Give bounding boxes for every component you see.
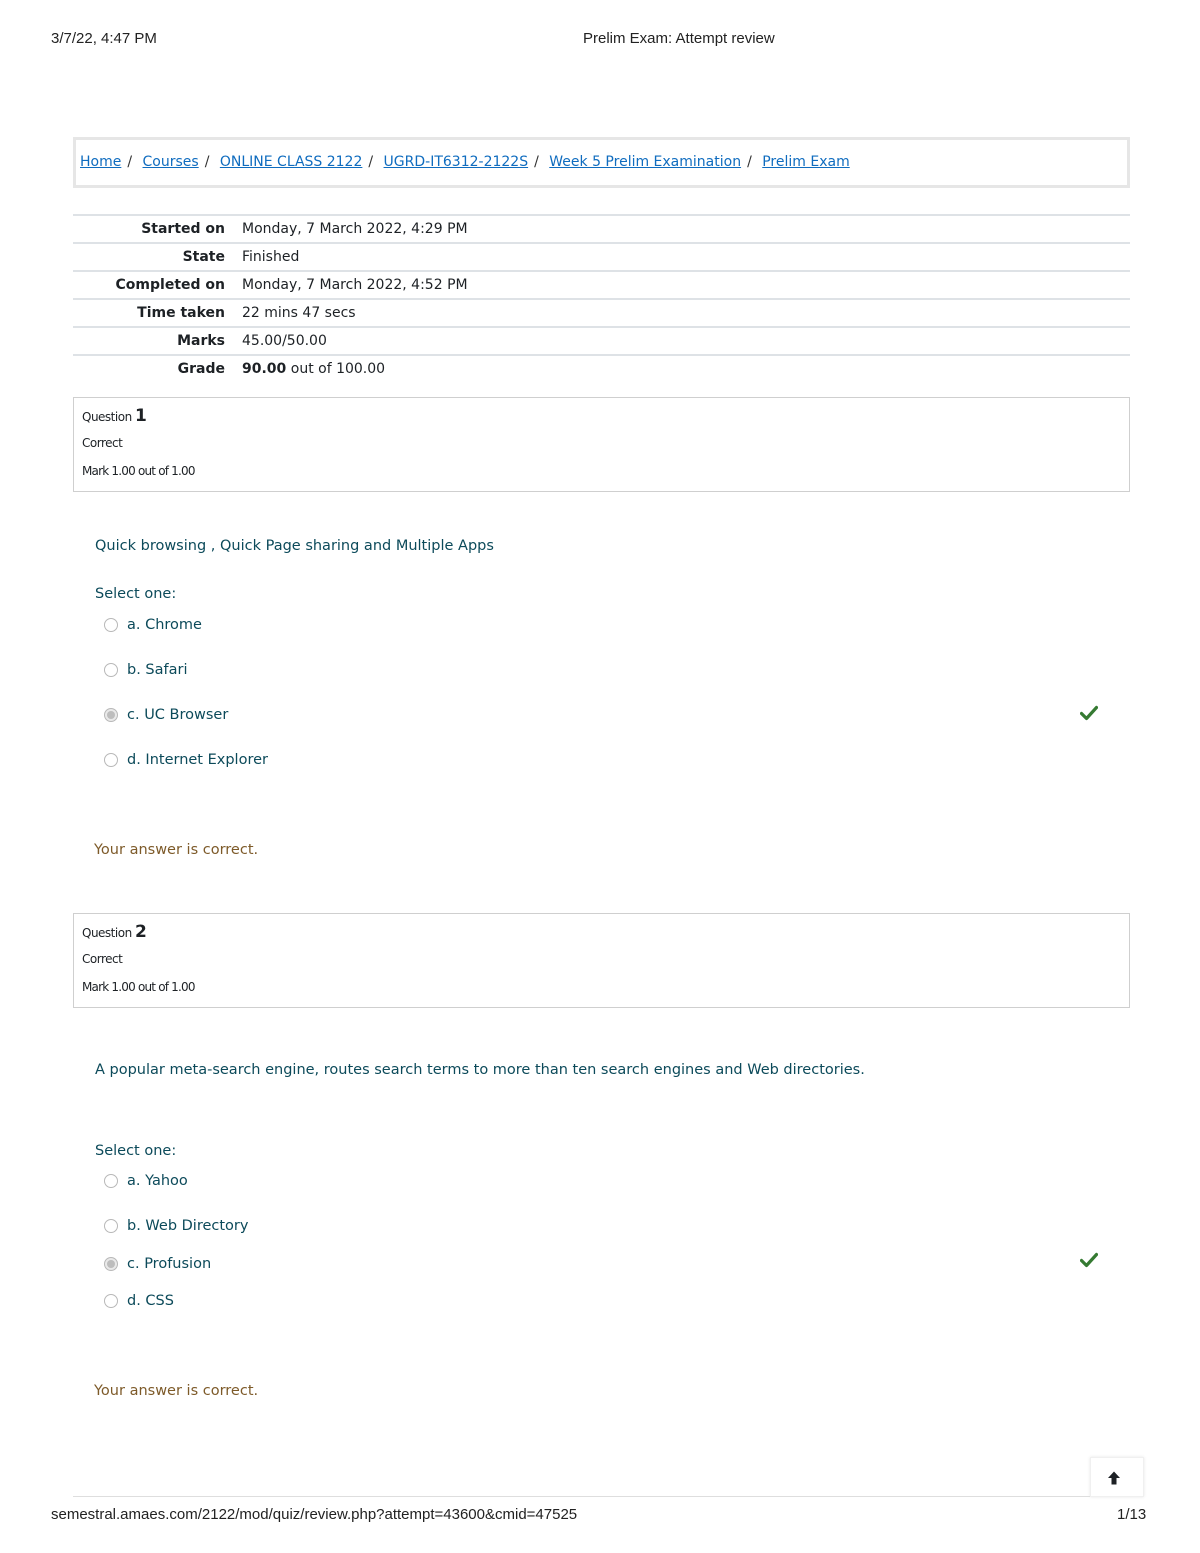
summary-row-started [73, 214, 1130, 242]
answer-option-2c[interactable] [104, 1254, 211, 1274]
arrow-up-icon [1106, 1470, 1122, 1486]
summary-value: Monday, 7 March 2022, 4:29 PM [242, 221, 468, 237]
radio-button-selected[interactable] [104, 1257, 118, 1271]
back-to-top-button[interactable] [1090, 1457, 1144, 1497]
answer-option-1d[interactable] [104, 750, 268, 770]
radio-button[interactable] [104, 1174, 118, 1188]
breadcrumb-course-code[interactable]: UGRD-IT6312-2122S [383, 154, 529, 170]
breadcrumb-courses[interactable]: Courses [142, 154, 199, 170]
question-info-1 [73, 397, 1130, 492]
breadcrumb-separator: / [204, 154, 210, 170]
breadcrumb-separator: / [534, 154, 539, 170]
summary-value: 22 mins 47 secs [242, 305, 356, 321]
summary-row-state [73, 242, 1130, 270]
breadcrumb-prelim-exam[interactable]: Prelim Exam [762, 154, 850, 170]
feedback-text-1: Your answer is correct. [94, 842, 259, 858]
question-number [82, 406, 147, 426]
answer-option-2a[interactable] [104, 1171, 188, 1191]
radio-button[interactable] [104, 663, 118, 677]
answer-option-2d[interactable] [104, 1291, 174, 1311]
option-label: b. Safari [127, 662, 188, 678]
breadcrumb-separator: / [747, 154, 752, 170]
print-date: 3/7/22, 4:47 PM [51, 30, 157, 47]
summary-row-marks [73, 326, 1130, 354]
summary-label: Time taken [137, 305, 225, 321]
question-number [82, 922, 147, 942]
select-one-prompt: Select one: [95, 1143, 177, 1159]
breadcrumb-online-class[interactable]: ONLINE CLASS 2122 [219, 154, 363, 170]
option-label: d. CSS [127, 1293, 174, 1309]
option-label: c. Profusion [127, 1256, 212, 1272]
radio-button[interactable] [104, 618, 118, 632]
print-url: semestral.amaes.com/2122/mod/quiz/review.php?attempt=43600&cmid=47525 [51, 1506, 578, 1523]
print-page-number: 1/13 [1117, 1506, 1147, 1523]
summary-label: Completed on [115, 277, 225, 293]
summary-label: Started on [141, 221, 225, 237]
answer-option-2b[interactable] [104, 1216, 248, 1236]
breadcrumb-home[interactable]: Home [80, 154, 122, 170]
radio-button[interactable] [104, 1219, 118, 1233]
option-label: b. Web Directory [127, 1218, 249, 1234]
print-title: Prelim Exam: Attempt review [583, 30, 775, 47]
answer-option-1a[interactable] [104, 615, 202, 635]
question-text-2: A popular meta-search engine, routes search terms to more than ten search engines and Web directories. [95, 1062, 865, 1078]
check-icon [1080, 705, 1098, 721]
summary-label: State [182, 249, 225, 265]
question-grade: Mark 1.00 out of 1.00 [82, 464, 195, 478]
radio-button[interactable] [104, 1294, 118, 1308]
radio-button-selected[interactable] [104, 708, 118, 722]
answer-option-1b[interactable] [104, 660, 188, 680]
option-label: a. Chrome [127, 617, 202, 633]
select-one-prompt: Select one: [95, 586, 177, 602]
summary-value: 45.00/50.00 [242, 333, 327, 349]
question-number-value: 2 [135, 922, 147, 942]
option-label: d. Internet Explorer [127, 752, 268, 768]
question-prefix: Question [82, 410, 132, 424]
summary-value [242, 361, 385, 377]
check-icon [1080, 1252, 1098, 1268]
feedback-text-2: Your answer is correct. [94, 1383, 259, 1399]
footer-divider [73, 1496, 1090, 1497]
answer-option-1c[interactable] [104, 705, 228, 725]
summary-row-grade [73, 354, 1130, 382]
question-prefix: Question [82, 926, 132, 940]
option-label: a. Yahoo [127, 1173, 188, 1189]
breadcrumb-separator: / [127, 154, 133, 170]
breadcrumb-separator: / [368, 154, 374, 170]
breadcrumb-week5[interactable]: Week 5 Prelim Examination [549, 154, 742, 170]
question-state: Correct [82, 952, 123, 966]
question-state: Correct [82, 436, 123, 450]
summary-value: Monday, 7 March 2022, 4:52 PM [242, 277, 468, 293]
question-text-1: Quick browsing , Quick Page sharing and Multiple Apps [95, 538, 494, 554]
summary-value: Finished [242, 249, 300, 265]
grade-score: 90.00 [242, 361, 287, 377]
question-info-2 [73, 913, 1130, 1008]
attempt-summary-table [73, 214, 1130, 382]
question-number-value: 1 [135, 406, 147, 426]
summary-row-completed [73, 270, 1130, 298]
grade-suffix: out of 100.00 [290, 361, 386, 377]
summary-row-time-taken [73, 298, 1130, 326]
option-label: c. UC Browser [127, 707, 229, 723]
question-grade: Mark 1.00 out of 1.00 [82, 980, 195, 994]
summary-label: Grade [177, 361, 225, 377]
breadcrumb [73, 137, 1130, 188]
summary-label: Marks [177, 333, 225, 349]
radio-button[interactable] [104, 753, 118, 767]
